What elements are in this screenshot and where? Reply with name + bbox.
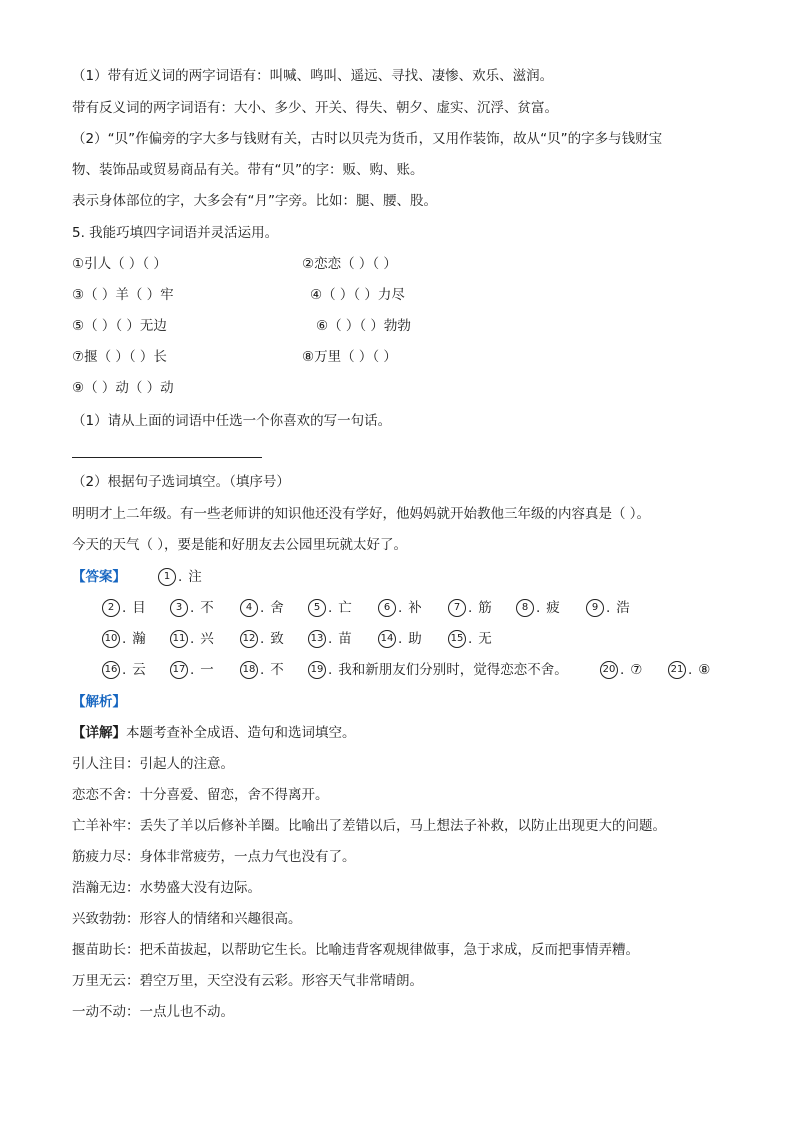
- answer-number: 21: [668, 661, 686, 679]
- answer-item: [586, 598, 630, 618]
- synonym-words-paragraph: （1）带有近义词的两字词语有：叫喊、鸣叫、遥远、寻找、凄惨、欢乐、滋润。: [72, 68, 554, 84]
- answer-dot: .: [122, 662, 127, 678]
- answer-item: [170, 598, 214, 618]
- answer-item: [668, 660, 710, 680]
- analysis-item-4: 筋疲力尽：身体非常疲劳，一点力气也没有了。: [72, 849, 356, 865]
- answer-text: 瀚: [132, 631, 146, 647]
- analysis-item-5: 浩瀚无边：水势盛大没有边际。: [72, 880, 261, 896]
- answer-text: 补: [408, 600, 422, 616]
- answer-text: 致: [270, 631, 284, 647]
- fill-sentence-2: 今天的天气（ ），要是能和好朋友去公园里玩就太好了。: [72, 537, 408, 553]
- answer-dot: .: [398, 631, 403, 647]
- answer-item: [170, 629, 214, 649]
- analysis-label: 【解析】: [72, 694, 126, 710]
- answer-dot: .: [688, 662, 693, 678]
- answer-writing-line[interactable]: [72, 457, 262, 458]
- answer-dot: .: [190, 631, 195, 647]
- answer-dot: .: [398, 600, 403, 616]
- answer-text: 不: [270, 662, 284, 678]
- idiom-blank-2: ②恋恋（ ）（ ）: [302, 256, 397, 272]
- answer-dot: .: [260, 662, 265, 678]
- answer-dot: .: [468, 600, 473, 616]
- answer-dot: .: [190, 600, 195, 616]
- answer-number: 8: [516, 599, 534, 617]
- answer-dot: .: [122, 631, 127, 647]
- sub-question-2: （2）根据句子选词填空。（填序号）: [72, 474, 290, 490]
- detail-text: 本题考查补全成语、造句和选词填空。: [126, 725, 356, 741]
- bei-radical-paragraph-line1: （2）“贝”作偏旁的字大多与钱财有关，古时以贝壳为货币，又用作装饰，故从“贝”的字多与钱财宝: [72, 131, 663, 147]
- idiom-blank-1: ①引人（ ）（ ）: [72, 256, 167, 272]
- answer-item: [448, 598, 492, 618]
- bei-radical-paragraph-line2: 物、装饰品或贸易商品有关。带有“贝”的字：贩、购、账。: [72, 162, 424, 178]
- answer-item: [600, 660, 642, 680]
- answer-dot: .: [122, 600, 127, 616]
- answer-dot: .: [178, 569, 183, 585]
- answer-text: 无: [478, 631, 492, 647]
- answer-number: 19: [308, 661, 326, 679]
- answer-item: [308, 598, 352, 618]
- answer-number: 7: [448, 599, 466, 617]
- answer-number: 18: [240, 661, 258, 679]
- answer-number: 11: [170, 630, 188, 648]
- answer-number: 1: [158, 568, 176, 586]
- answer-item: [102, 660, 146, 680]
- answer-text: 疲: [546, 600, 560, 616]
- answer-item: [240, 629, 284, 649]
- yue-radical-paragraph: 表示身体部位的字，大多会有“月”字旁。比如：腿、腰、股。: [72, 193, 437, 209]
- answer-number: 9: [586, 599, 604, 617]
- analysis-item-2: 恋恋不舍：十分喜爱、留恋，舍不得离开。: [72, 787, 329, 803]
- detail-label: 【详解】: [72, 725, 126, 741]
- answer-text: 云: [132, 662, 146, 678]
- answer-number: 12: [240, 630, 258, 648]
- answer-dot: .: [190, 662, 195, 678]
- answer-text: 不: [200, 600, 214, 616]
- answer-number: 10: [102, 630, 120, 648]
- answer-item: [240, 598, 284, 618]
- answer-dot: .: [328, 600, 333, 616]
- answer-text: 浩: [616, 600, 630, 616]
- answer-number: 4: [240, 599, 258, 617]
- idiom-blank-6: ⑥（ ）（ ）勃勃: [316, 318, 411, 334]
- answer-number: 6: [378, 599, 396, 617]
- idiom-blank-3: ③（ ）羊（ ）牢: [72, 287, 174, 303]
- answer-item: [102, 629, 146, 649]
- answer-number: 13: [308, 630, 326, 648]
- answer-text: 助: [408, 631, 422, 647]
- analysis-item-6: 兴致勃勃：形容人的情绪和兴趣很高。: [72, 911, 302, 927]
- answer-text: 筋: [478, 600, 492, 616]
- answer-item: [448, 629, 492, 649]
- idiom-blank-5: ⑤（ ）（ ）无边: [72, 318, 167, 334]
- answer-number: 17: [170, 661, 188, 679]
- answer-label: 【答案】: [72, 569, 126, 585]
- answer-number: 15: [448, 630, 466, 648]
- answer-item: [308, 660, 568, 680]
- analysis-item-9: 一动不动：一点儿也不动。: [72, 1004, 234, 1020]
- answer-text: ⑧: [698, 662, 711, 678]
- detail-paragraph: [72, 723, 356, 743]
- answer-text: 兴: [200, 631, 214, 647]
- answer-text: ⑦: [630, 662, 643, 678]
- analysis-item-7: 揠苗助长：把禾苗拔起，以帮助它生长。比喻违背客观规律做事，急于求成，反而把事情弄糟。: [72, 942, 639, 958]
- idiom-blank-7: ⑦揠（ ）（ ）长: [72, 349, 167, 365]
- answer-text: 亡: [338, 600, 352, 616]
- answer-item: [158, 567, 202, 587]
- analysis-item-1: 引人注目：引起人的注意。: [72, 756, 234, 772]
- answer-text: 苗: [338, 631, 352, 647]
- question-5-title: 5. 我能巧填四字词语并灵活运用。: [72, 225, 279, 241]
- answer-item: [378, 598, 422, 618]
- answer-text: 注: [188, 569, 202, 585]
- answer-number: 20: [600, 661, 618, 679]
- answer-dot: .: [328, 662, 333, 678]
- answer-item: [378, 629, 422, 649]
- fill-sentence-1: 明明才上二年级。有一些老师讲的知识他还没有学好，他妈妈就开始教他三年级的内容真是（ ）。: [72, 506, 651, 522]
- answer-item: [170, 660, 214, 680]
- idiom-blank-8: ⑧万里（ ）（ ）: [302, 349, 397, 365]
- answer-text: 舍: [270, 600, 284, 616]
- answer-item: [516, 598, 560, 618]
- idiom-blank-4: ④（ ）（ ）力尽: [310, 287, 405, 303]
- answer-dot: .: [260, 600, 265, 616]
- analysis-item-3: 亡羊补牢：丢失了羊以后修补羊圈。比喻出了差错以后，马上想法子补救，以防止出现更大的问题。: [72, 818, 666, 834]
- answer-number: 2: [102, 599, 120, 617]
- analysis-item-8: 万里无云：碧空万里，天空没有云彩。形容天气非常晴朗。: [72, 973, 423, 989]
- answer-dot: .: [606, 600, 611, 616]
- sub-question-1: （1）请从上面的词语中任选一个你喜欢的写一句话。: [72, 413, 392, 429]
- answer-item: [308, 629, 352, 649]
- answer-number: 16: [102, 661, 120, 679]
- answer-text: 目: [132, 600, 146, 616]
- answer-text: 我和新朋友们分别时，觉得恋恋不舍。: [338, 662, 568, 678]
- answer-dot: .: [328, 631, 333, 647]
- answer-dot: .: [620, 662, 625, 678]
- answer-dot: .: [260, 631, 265, 647]
- answer-dot: .: [468, 631, 473, 647]
- answer-text: 一: [200, 662, 214, 678]
- answer-dot: .: [536, 600, 541, 616]
- answer-number: 14: [378, 630, 396, 648]
- answer-number: 5: [308, 599, 326, 617]
- idiom-blank-9: ⑨（ ）动（ ）动: [72, 380, 174, 396]
- answer-number: 3: [170, 599, 188, 617]
- antonym-words-paragraph: 带有反义词的两字词语有：大小、多少、开关、得失、朝夕、虚实、沉浮、贫富。: [72, 100, 558, 116]
- answer-item: [240, 660, 284, 680]
- answer-item: [102, 598, 146, 618]
